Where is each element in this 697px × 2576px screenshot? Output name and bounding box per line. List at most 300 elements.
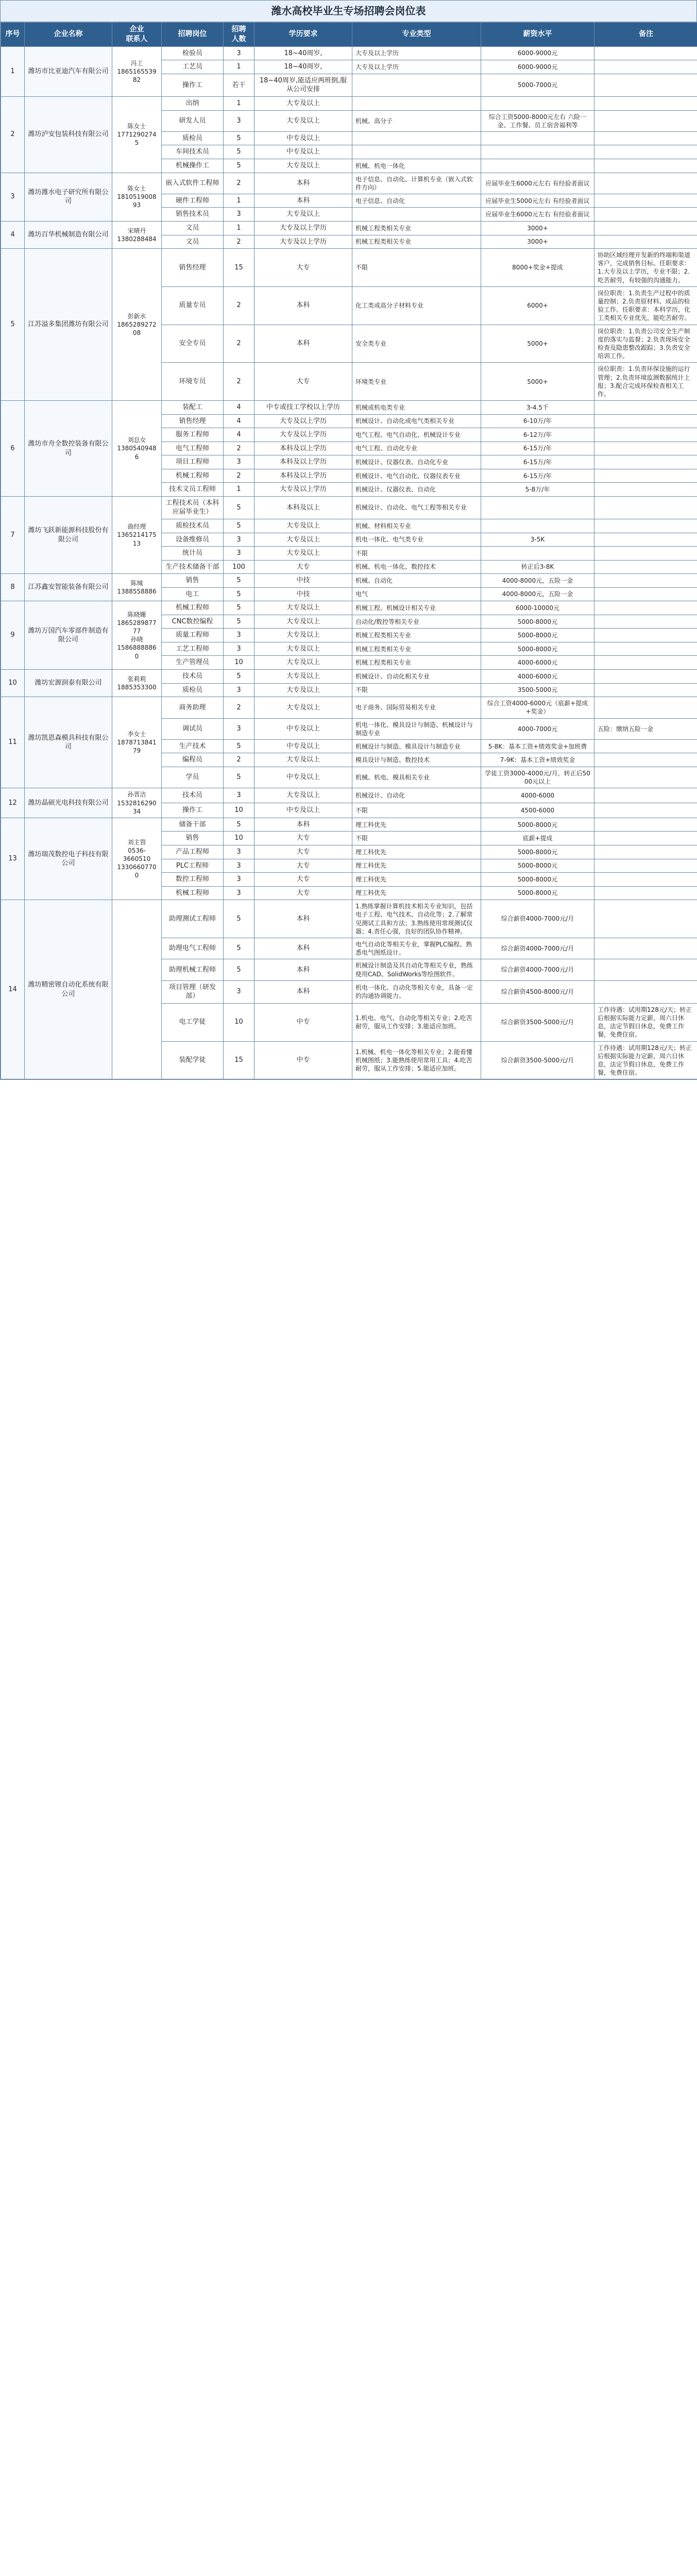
table-row — [1, 222, 697, 235]
job-major: 电气工程、自动化专业 — [352, 442, 481, 455]
job-note — [594, 886, 697, 900]
job-salary: 5000-8000元 — [481, 873, 594, 887]
job-post: 编程员 — [162, 753, 224, 767]
job-salary — [481, 496, 594, 519]
job-note — [594, 767, 697, 788]
job-salary: 6000-9000元 — [481, 60, 594, 74]
job-note — [594, 601, 697, 615]
job-count: 3 — [224, 886, 254, 900]
row-index: 12 — [1, 788, 25, 818]
job-post: 项目管理（研发部） — [162, 980, 224, 1003]
job-education: 大专及以上 — [254, 547, 352, 561]
job-post: 产品工程师 — [162, 845, 224, 859]
job-major: 机械设计、仪器仪表、自动化 — [352, 483, 481, 497]
job-major: 机械设计、自动化、电气工程等相关专业 — [352, 496, 481, 519]
job-count: 1 — [224, 194, 254, 208]
job-post: 统计员 — [162, 547, 224, 561]
job-major: 机械工程类相关专业 — [352, 656, 481, 670]
job-note — [594, 697, 697, 718]
job-note — [594, 131, 697, 145]
table-header — [1, 23, 697, 47]
company-contact: 彭新水 1865289272 08 — [112, 249, 162, 401]
company-name: 潍坊潍水电子研究所有限公司 — [25, 173, 112, 221]
job-major: 不限 — [352, 832, 481, 845]
job-salary — [481, 131, 594, 145]
job-post: 生产技术 — [162, 739, 224, 753]
job-education: 中技 — [254, 587, 352, 601]
job-count: 100 — [224, 560, 254, 574]
job-count: 2 — [224, 697, 254, 718]
table-row — [1, 46, 697, 60]
job-post: 文员 — [162, 235, 224, 249]
job-note — [594, 414, 697, 428]
job-count: 2 — [224, 286, 254, 325]
job-count: 5 — [224, 159, 254, 173]
job-post: 电工 — [162, 587, 224, 601]
job-note — [594, 938, 697, 959]
job-salary: 5000-8000元 — [481, 818, 594, 832]
job-post: 质检技术员 — [162, 519, 224, 533]
page-title: 潍水高校毕业生专场招聘会岗位表 — [1, 1, 696, 22]
job-major: 机械、高分子 — [352, 110, 481, 131]
job-salary: 3-5K — [481, 533, 594, 547]
job-post: 机械操作工 — [162, 159, 224, 173]
company-contact: 李女士 1878713841 79 — [112, 697, 162, 788]
job-salary: 5000-8000元 — [481, 629, 594, 642]
job-count: 1 — [224, 60, 254, 74]
job-count: 3 — [224, 533, 254, 547]
job-post: 生产技术储备干部 — [162, 560, 224, 574]
job-post: 生产管理员 — [162, 656, 224, 670]
job-post: 硬件工程师 — [162, 194, 224, 208]
job-major: 机械设计与制造、模具设计与制造专业 — [352, 739, 481, 753]
row-index: 10 — [1, 670, 25, 697]
job-note — [594, 832, 697, 845]
company-contact: 冯工 1865165539 82 — [112, 46, 162, 96]
job-note — [594, 859, 697, 873]
job-major: 机械设计、自动化相关专业 — [352, 670, 481, 684]
job-major: 机械、机电一体化 — [352, 159, 481, 173]
row-index: 7 — [1, 496, 25, 573]
job-salary: 应届毕业生6000元左右 有经验者面议 — [481, 208, 594, 222]
job-post: 质检员 — [162, 683, 224, 697]
job-count: 3 — [224, 980, 254, 1003]
job-major: 机械工程类相关专业 — [352, 629, 481, 642]
job-post: 销售技术员 — [162, 208, 224, 222]
job-education: 本科 — [254, 325, 352, 363]
job-count: 5 — [224, 938, 254, 959]
job-count: 1 — [224, 96, 254, 110]
job-major: 1.机械、机电一体化等相关专业；2.能看懂机械图纸；3.能熟练使用常用工具；4.吃苦耐劳，服从工作安排；5.能适应加班。 — [352, 1041, 481, 1079]
job-education: 本科 — [254, 900, 352, 938]
job-note — [594, 547, 697, 561]
job-post: 项目工程师 — [162, 455, 224, 469]
job-education: 大专 — [254, 832, 352, 845]
job-note — [594, 739, 697, 753]
job-major: 电气自动化等相关专业，掌握PLC编程、熟悉电气图纸设计。 — [352, 938, 481, 959]
job-note — [594, 642, 697, 656]
job-count: 3 — [224, 859, 254, 873]
column-header: 招聘 人数 — [224, 23, 254, 47]
job-count: 2 — [224, 325, 254, 363]
job-salary: 综合工资5000-8000元左右 六险一金、工作餐、员工宿舍福利等 — [481, 110, 594, 131]
job-salary: 6000-10000元 — [481, 601, 594, 615]
job-education: 大专及以上 — [254, 533, 352, 547]
job-salary: 3-4.5千 — [481, 401, 594, 415]
job-salary: 综合薪资4000-7000元/月 — [481, 959, 594, 980]
job-count: 5 — [224, 959, 254, 980]
company-contact: 陈晓姗 1865289877 77 孙晓 1586888886 0 — [112, 601, 162, 670]
job-post: 质量工程师 — [162, 629, 224, 642]
job-count: 3 — [224, 46, 254, 60]
job-post: 工艺员 — [162, 60, 224, 74]
job-post: 学员 — [162, 767, 224, 788]
job-count: 3 — [224, 642, 254, 656]
job-salary — [481, 519, 594, 533]
job-count: 4 — [224, 414, 254, 428]
column-header: 备注 — [594, 23, 697, 47]
job-post: 出纳 — [162, 96, 224, 110]
company-name: 潍坊瑞茂数控电子科技有限公司 — [25, 818, 112, 900]
job-salary: 4000-6000 — [481, 788, 594, 803]
job-post: 调试员 — [162, 718, 224, 739]
job-note — [594, 803, 697, 818]
company-name: 潍坊泸安包装科技有限公司 — [25, 96, 112, 173]
job-count: 5 — [224, 670, 254, 684]
job-post: CNC数控编程 — [162, 615, 224, 629]
job-salary: 综合薪资4000-7000元/月 — [481, 900, 594, 938]
job-post: 技术员 — [162, 670, 224, 684]
job-education: 大专及以上 — [254, 615, 352, 629]
job-table — [1, 22, 697, 1079]
job-post: 工程技术员（本科应届毕业生） — [162, 496, 224, 519]
table-row — [1, 788, 697, 803]
company-name: 潍坊百华机械制造有限公司 — [25, 222, 112, 249]
job-major — [352, 131, 481, 145]
job-count: 3 — [224, 208, 254, 222]
job-note — [594, 74, 697, 96]
job-salary — [481, 96, 594, 110]
company-contact — [112, 900, 162, 1079]
table-row — [1, 601, 697, 615]
job-major: 机械、自动化 — [352, 574, 481, 588]
job-post: 助理机械工程师 — [162, 959, 224, 980]
job-note — [594, 845, 697, 859]
job-note — [594, 496, 697, 519]
company-name: 潍坊飞跃新能源科技股份有限公司 — [25, 496, 112, 573]
company-name: 潍坊精密锂自动化系统有限公司 — [25, 900, 112, 1079]
job-salary: 综合薪资3500-5000元/月 — [481, 1003, 594, 1041]
job-post: 质量专员 — [162, 286, 224, 325]
job-major — [352, 96, 481, 110]
company-name: 潍坊市比亚迪汽车有限公司 — [25, 46, 112, 96]
job-table-sheet — [0, 0, 697, 1080]
job-count: 10 — [224, 1003, 254, 1041]
job-note — [594, 46, 697, 60]
job-education: 18~40周岁,能适应两班倒,服从公司安排 — [254, 74, 352, 96]
table-row — [1, 818, 697, 832]
job-salary: 6-10万/年 — [481, 414, 594, 428]
job-count: 3 — [224, 788, 254, 803]
job-salary: 3000+ — [481, 235, 594, 249]
job-count: 5 — [224, 496, 254, 519]
job-salary: 综合工资4000-6000元（底薪+提成+奖金） — [481, 697, 594, 718]
job-major: 理工科优先 — [352, 886, 481, 900]
job-major: 不限 — [352, 547, 481, 561]
job-major: 不限 — [352, 683, 481, 697]
job-education: 中专及以上 — [254, 131, 352, 145]
company-contact: 刘主管 0536- 3660510 1330660770 0 — [112, 818, 162, 900]
job-note — [594, 469, 697, 483]
job-salary — [481, 547, 594, 561]
job-major: 机械设计、自动化 — [352, 788, 481, 803]
table-row — [1, 173, 697, 194]
job-education: 大专及以上学历 — [254, 235, 352, 249]
job-note — [594, 455, 697, 469]
column-header: 招聘岗位 — [162, 23, 224, 47]
job-major: 机械工程类相关专业 — [352, 235, 481, 249]
job-salary: 8000+奖金+提成 — [481, 249, 594, 287]
job-post: 电气工程师 — [162, 442, 224, 455]
job-education: 中专 — [254, 1041, 352, 1079]
job-major: 机械设计制造及其自动化等相关专业，熟练使用CAD、SolidWorks等绘图软件。 — [352, 959, 481, 980]
row-index: 8 — [1, 574, 25, 601]
job-note — [594, 900, 697, 938]
job-salary: 4000-8000元，五险一金 — [481, 587, 594, 601]
job-count: 3 — [224, 845, 254, 859]
job-count: 2 — [224, 469, 254, 483]
column-header: 专业类型 — [352, 23, 481, 47]
job-post: 装配工 — [162, 401, 224, 415]
job-count: 若干 — [224, 74, 254, 96]
job-count: 3 — [224, 455, 254, 469]
column-header: 薪资水平 — [481, 23, 594, 47]
company-name: 潍坊凯恩森模具科技有限公司 — [25, 697, 112, 788]
table-row — [1, 900, 697, 938]
job-note — [594, 519, 697, 533]
job-post: 销售 — [162, 574, 224, 588]
job-salary: 7-9K：基本工资+绩效奖金 — [481, 753, 594, 767]
job-count: 5 — [224, 767, 254, 788]
job-post: 销售 — [162, 832, 224, 845]
job-count: 2 — [224, 442, 254, 455]
job-education: 大专及以上 — [254, 110, 352, 131]
job-salary: 6-15万/年 — [481, 442, 594, 455]
job-note — [594, 656, 697, 670]
job-count: 3 — [224, 873, 254, 887]
job-salary: 学徒工资3000-4000元/月，转正后5000元以上 — [481, 767, 594, 788]
job-note — [594, 159, 697, 173]
job-post: 助理电气工程师 — [162, 938, 224, 959]
job-education: 本科及以上学历 — [254, 455, 352, 469]
job-education: 大专及以上 — [254, 642, 352, 656]
row-index: 3 — [1, 173, 25, 221]
job-post: 文员 — [162, 222, 224, 235]
job-education: 大专及以上 — [254, 753, 352, 767]
job-note: 岗位职责：1.负责环保设施的运行管理；2.负责环境监测数据统计上报；3.配合完成环保检查相关工作。 — [594, 363, 697, 401]
table-row — [1, 249, 697, 287]
job-count: 1 — [224, 483, 254, 497]
job-education: 本科 — [254, 980, 352, 1003]
job-count: 10 — [224, 832, 254, 845]
job-note — [594, 533, 697, 547]
job-post: 操作工 — [162, 803, 224, 818]
job-note — [594, 401, 697, 415]
job-education: 大专 — [254, 845, 352, 859]
job-education: 大专及以上 — [254, 601, 352, 615]
job-education: 大专及以上学历 — [254, 428, 352, 442]
job-note — [594, 753, 697, 767]
job-note — [594, 629, 697, 642]
row-index: 5 — [1, 249, 25, 401]
job-count: 3 — [224, 547, 254, 561]
job-note: 工作待遇：试用期128元/天；转正后根据实际能力定薪，周六日休息，法定节假日休息，免费工作餐，免费住宿。 — [594, 1003, 697, 1041]
company-name: 江苏鑫安智能装备有限公司 — [25, 574, 112, 601]
job-major: 机电一体化、电气类专业 — [352, 533, 481, 547]
job-salary: 5000-8000元 — [481, 642, 594, 656]
job-major: 机电一体化、自动化等相关专业，具备一定的沟通协调能力。 — [352, 980, 481, 1003]
table-row — [1, 401, 697, 415]
job-count: 1 — [224, 222, 254, 235]
row-index: 14 — [1, 900, 25, 1079]
row-index: 4 — [1, 222, 25, 249]
job-education: 中专或技工学校以上学历 — [254, 401, 352, 415]
table-row — [1, 496, 697, 519]
job-major: 模具设计与制造、数控技术 — [352, 753, 481, 767]
job-major: 不限 — [352, 249, 481, 287]
job-education: 大专及以上 — [254, 656, 352, 670]
job-count: 2 — [224, 173, 254, 194]
job-note — [594, 560, 697, 574]
job-education: 大专 — [254, 886, 352, 900]
job-count: 4 — [224, 401, 254, 415]
job-education: 大专及以上学历 — [254, 483, 352, 497]
job-post: 环境专员 — [162, 363, 224, 401]
job-note: 五险：缴纳五险一金 — [594, 718, 697, 739]
job-count: 5 — [224, 900, 254, 938]
job-note — [594, 173, 697, 194]
job-count: 10 — [224, 656, 254, 670]
job-post: 服务工程师 — [162, 428, 224, 442]
job-note — [594, 980, 697, 1003]
job-post: 技术文员工程师 — [162, 483, 224, 497]
job-count: 5 — [224, 601, 254, 615]
job-note — [594, 683, 697, 697]
job-post: 安全专员 — [162, 325, 224, 363]
column-header: 企业 联系人 — [112, 23, 162, 47]
job-post: 销售经理 — [162, 249, 224, 287]
job-education: 大专及以上 — [254, 683, 352, 697]
job-salary: 6000-9000元 — [481, 46, 594, 60]
job-education: 本科及以上学历 — [254, 469, 352, 483]
job-major: 机械工程、机械设计相关专业 — [352, 601, 481, 615]
job-major: 电气 — [352, 587, 481, 601]
job-major: 机械设计、电气自动化、仪器仪表专业 — [352, 469, 481, 483]
job-post: 机械工程师 — [162, 469, 224, 483]
job-major: 机械、材料相关专业 — [352, 519, 481, 533]
job-major: 电子商务、国际贸易相关专业 — [352, 697, 481, 718]
job-post: 销售经理 — [162, 414, 224, 428]
job-major: 不限 — [352, 803, 481, 818]
job-education: 本科 — [254, 938, 352, 959]
job-salary: 5000-8000元 — [481, 615, 594, 629]
job-education: 中专及以上 — [254, 739, 352, 753]
job-salary: 转正后3-8K — [481, 560, 594, 574]
job-salary: 应届毕业生6000元左右 有经验者面议 — [481, 173, 594, 194]
job-post: 商务助理 — [162, 697, 224, 718]
job-salary: 5000-8000元 — [481, 859, 594, 873]
job-salary: 6-15万/年 — [481, 455, 594, 469]
job-note — [594, 587, 697, 601]
table-row — [1, 574, 697, 588]
job-major: 机电一体化、模具设计与制造、机械设计与制造专业 — [352, 718, 481, 739]
job-salary: 6-15万/年 — [481, 469, 594, 483]
job-education: 大专及以上学历 — [254, 222, 352, 235]
company-contact: 张莉莉 1885353300 — [112, 670, 162, 697]
row-index: 6 — [1, 401, 25, 497]
company-contact: 孙晋洁 1532816290 34 — [112, 788, 162, 818]
job-note — [594, 60, 697, 74]
job-salary: 3500-5000元 — [481, 683, 594, 697]
column-header: 企业名称 — [25, 23, 112, 47]
job-education: 大专及以上 — [254, 788, 352, 803]
job-education: 大专 — [254, 560, 352, 574]
job-education: 本科及以上学历 — [254, 442, 352, 455]
company-contact: 宋晴丹 1380288484 — [112, 222, 162, 249]
job-education: 大专及以上 — [254, 519, 352, 533]
job-count: 3 — [224, 718, 254, 739]
job-count: 10 — [224, 803, 254, 818]
job-salary: 综合薪资3500-5000元/月 — [481, 1041, 594, 1079]
job-note: 岗位职责：1.负责生产过程中的质量控制；2.负责原材料、成品的检验工作。任职要求：本科学历，化工类相关专业优先，能吃苦耐劳。 — [594, 286, 697, 325]
job-education: 大专及以上学历 — [254, 414, 352, 428]
job-major: 理工科优先 — [352, 818, 481, 832]
company-contact: 刘总女 1380540948 6 — [112, 401, 162, 497]
job-note: 岗位职责：1.负责公司安全生产制度的落实与监督；2.负责现场安全检查及隐患整改跟踪；3.负责安全培训工作。 — [594, 325, 697, 363]
job-major: 机械设计、自动化或电气类相关专业 — [352, 414, 481, 428]
job-count: 5 — [224, 519, 254, 533]
job-education: 中专及以上 — [254, 803, 352, 818]
job-post: 车间技术员 — [162, 145, 224, 159]
job-major: 机械、机电一体化、数控技术 — [352, 560, 481, 574]
job-count: 15 — [224, 1041, 254, 1079]
job-note — [594, 145, 697, 159]
job-major: 理工科优先 — [352, 845, 481, 859]
job-post: 技术员 — [162, 788, 224, 803]
job-salary: 4000-8000元，五险一金 — [481, 574, 594, 588]
job-note — [594, 222, 697, 235]
job-salary: 6000+ — [481, 286, 594, 325]
job-education: 18~40周岁, — [254, 60, 352, 74]
job-note — [594, 615, 697, 629]
job-education: 本科 — [254, 818, 352, 832]
job-major: 机械设计、仪器仪表、自动化专业 — [352, 455, 481, 469]
job-major: 电子信息、自动化、计算机专业（嵌入式软件方向） — [352, 173, 481, 194]
job-count: 2 — [224, 753, 254, 767]
job-education: 大专及以上 — [254, 670, 352, 684]
job-salary: 5000-8000元 — [481, 845, 594, 859]
row-index: 13 — [1, 818, 25, 900]
job-education: 本科 — [254, 194, 352, 208]
table-body — [1, 46, 697, 1079]
job-major: 1.机电、电气、自动化等相关专业；2.吃苦耐劳，服从工作安排；3.能适应加班。 — [352, 1003, 481, 1041]
job-count: 5 — [224, 739, 254, 753]
company-name: 潍坊晶硕光电科技有限公司 — [25, 788, 112, 818]
job-major: 机械工程类相关专业 — [352, 222, 481, 235]
job-major: 机械工程类相关专业 — [352, 642, 481, 656]
job-note: 工作待遇：试用期128元/天；转正后根据实际能力定薪，周六日休息，法定节假日休息，免费工作餐，免费住宿。 — [594, 1041, 697, 1079]
job-post: 储备干部 — [162, 818, 224, 832]
